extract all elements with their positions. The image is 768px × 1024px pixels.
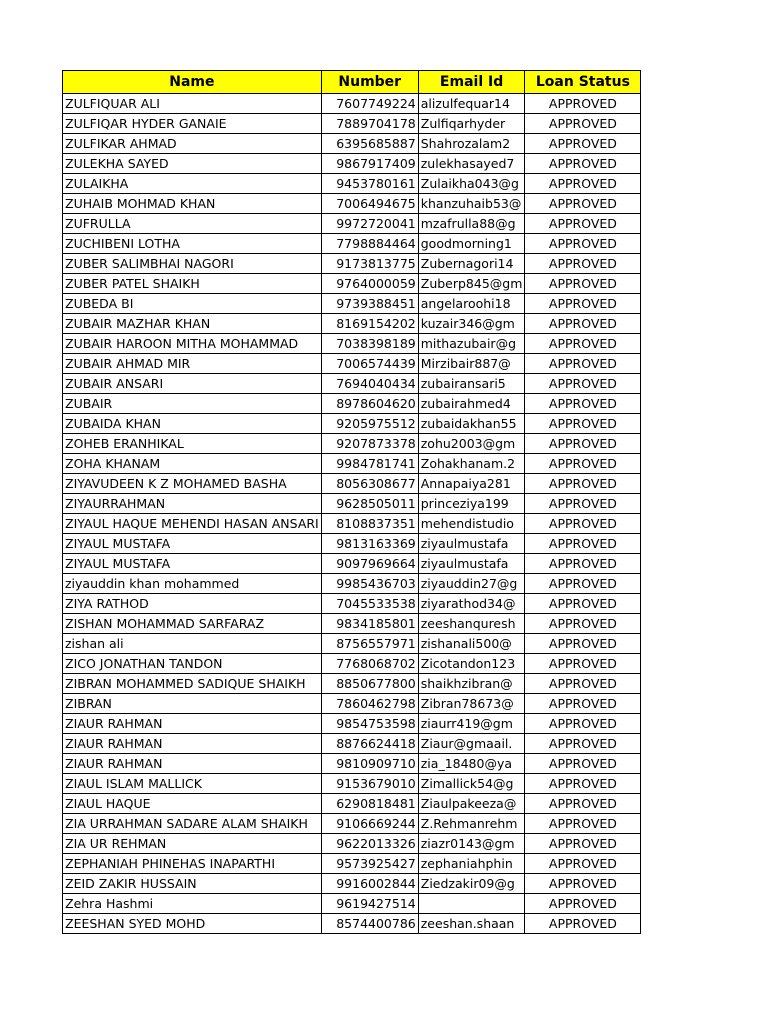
email-cell[interactable]: goodmorning1 bbox=[418, 234, 525, 254]
loan-status-cell[interactable]: APPROVED bbox=[525, 814, 641, 834]
table-row bbox=[63, 774, 641, 794]
email-cell[interactable]: zishanali500@ bbox=[418, 634, 525, 654]
table-row bbox=[63, 414, 641, 434]
name-cell[interactable]: ZIAUR RAHMAN bbox=[63, 714, 322, 734]
name-cell[interactable]: ZISHAN MOHAMMAD SARFARAZ bbox=[63, 614, 322, 634]
email-cell[interactable]: Zulaikha043@g bbox=[418, 174, 525, 194]
loan-status-cell[interactable]: APPROVED bbox=[525, 174, 641, 194]
loan-status-cell[interactable]: APPROVED bbox=[525, 394, 641, 414]
loan-status-cell[interactable]: APPROVED bbox=[525, 334, 641, 354]
number-cell[interactable]: 7607749224 bbox=[321, 94, 418, 114]
table-row bbox=[63, 434, 641, 454]
name-cell[interactable]: ZOHEB ERANHIKAL bbox=[63, 434, 322, 454]
number-cell[interactable]: 9173813775 bbox=[321, 254, 418, 274]
loan-status-cell[interactable]: APPROVED bbox=[525, 634, 641, 654]
name-cell[interactable]: ZUBAIDA KHAN bbox=[63, 414, 322, 434]
number-cell[interactable]: 9628505011 bbox=[321, 494, 418, 514]
loan-status-cell[interactable]: APPROVED bbox=[525, 374, 641, 394]
email-cell[interactable]: alizulfequar14 bbox=[418, 94, 525, 114]
table-row bbox=[63, 94, 641, 114]
number-cell[interactable]: 9106669244 bbox=[321, 814, 418, 834]
table-row bbox=[63, 614, 641, 634]
email-cell[interactable]: zubairansari5 bbox=[418, 374, 525, 394]
column-header-number[interactable]: Number bbox=[321, 71, 418, 94]
table-row bbox=[63, 714, 641, 734]
column-header-loan-status[interactable]: Loan Status bbox=[525, 71, 641, 94]
number-cell[interactable]: 7038398189 bbox=[321, 334, 418, 354]
email-cell[interactable]: Zimallick54@g bbox=[418, 774, 525, 794]
loan-status-cell[interactable]: APPROVED bbox=[525, 354, 641, 374]
email-cell[interactable]: Shahrozalam2 bbox=[418, 134, 525, 154]
number-cell[interactable]: 7006494675 bbox=[321, 194, 418, 214]
name-cell[interactable]: ZUCHIBENI LOTHA bbox=[63, 234, 322, 254]
loan-status-cell[interactable]: APPROVED bbox=[525, 854, 641, 874]
name-cell[interactable]: ZICO JONATHAN TANDON bbox=[63, 654, 322, 674]
loan-status-cell[interactable]: APPROVED bbox=[525, 134, 641, 154]
number-cell[interactable]: 9916002844 bbox=[321, 874, 418, 894]
email-cell[interactable]: ziyauddin27@g bbox=[418, 574, 525, 594]
email-cell[interactable]: zubairahmed4 bbox=[418, 394, 525, 414]
number-cell[interactable]: 6395685887 bbox=[321, 134, 418, 154]
number-cell[interactable]: 9813163369 bbox=[321, 534, 418, 554]
loan-status-cell[interactable]: APPROVED bbox=[525, 454, 641, 474]
number-cell[interactable]: 9153679010 bbox=[321, 774, 418, 794]
table-row bbox=[63, 214, 641, 234]
email-cell[interactable]: Zuberp845@gm bbox=[418, 274, 525, 294]
email-cell[interactable]: Zibran78673@ bbox=[418, 694, 525, 714]
name-cell[interactable]: ZIYAUL MUSTAFA bbox=[63, 554, 322, 574]
email-cell[interactable]: Ziaur@gmaail. bbox=[418, 734, 525, 754]
email-cell[interactable]: angelaroohi18 bbox=[418, 294, 525, 314]
email-cell[interactable]: kuzair346@gm bbox=[418, 314, 525, 334]
email-cell[interactable]: Ziedzakir09@g bbox=[418, 874, 525, 894]
loan-status-cell[interactable]: APPROVED bbox=[525, 594, 641, 614]
email-cell[interactable]: ziyaulmustafa bbox=[418, 534, 525, 554]
table-row bbox=[63, 674, 641, 694]
loan-status-cell[interactable]: APPROVED bbox=[525, 874, 641, 894]
loan-status-cell[interactable]: APPROVED bbox=[525, 894, 641, 914]
number-cell[interactable]: 8756557971 bbox=[321, 634, 418, 654]
loan-status-cell[interactable]: APPROVED bbox=[525, 714, 641, 734]
email-cell[interactable]: Z.Rehmanrehm bbox=[418, 814, 525, 834]
name-cell[interactable]: ZIYAURRAHMAN bbox=[63, 494, 322, 514]
name-cell[interactable]: ZULAIKHA bbox=[63, 174, 322, 194]
number-cell[interactable]: 9097969664 bbox=[321, 554, 418, 574]
loan-status-cell[interactable]: APPROVED bbox=[525, 314, 641, 334]
loan-status-cell[interactable]: APPROVED bbox=[525, 794, 641, 814]
number-cell[interactable]: 8056308677 bbox=[321, 474, 418, 494]
number-cell[interactable]: 7045533538 bbox=[321, 594, 418, 614]
email-cell[interactable]: zohu2003@gm bbox=[418, 434, 525, 454]
number-cell[interactable]: 8850677800 bbox=[321, 674, 418, 694]
email-cell[interactable]: ziyarathod34@ bbox=[418, 594, 525, 614]
header-row bbox=[63, 71, 641, 94]
table-row bbox=[63, 454, 641, 474]
loan-status-cell[interactable]: APPROVED bbox=[525, 154, 641, 174]
number-cell[interactable]: 8574400786 bbox=[321, 914, 418, 934]
email-cell[interactable]: mithazubair@g bbox=[418, 334, 525, 354]
table-row bbox=[63, 254, 641, 274]
loan-status-cell[interactable]: APPROVED bbox=[525, 774, 641, 794]
loan-status-cell[interactable]: APPROVED bbox=[525, 574, 641, 594]
table-row bbox=[63, 154, 641, 174]
number-cell[interactable]: 9205975512 bbox=[321, 414, 418, 434]
name-cell[interactable]: ZUBAIR AHMAD MIR bbox=[63, 354, 322, 374]
name-cell[interactable]: ZIA URRAHMAN SADARE ALAM SHAIKH bbox=[63, 814, 322, 834]
loan-status-cell[interactable]: APPROVED bbox=[525, 434, 641, 454]
table-row bbox=[63, 834, 641, 854]
table-row bbox=[63, 574, 641, 594]
email-cell[interactable]: Zulfiqarhyder bbox=[418, 114, 525, 134]
number-cell[interactable]: 9867917409 bbox=[321, 154, 418, 174]
name-cell[interactable]: ZIYA RATHOD bbox=[63, 594, 322, 614]
email-cell[interactable]: princeziya199 bbox=[418, 494, 525, 514]
number-cell[interactable]: 9207873378 bbox=[321, 434, 418, 454]
loan-status-cell[interactable]: APPROVED bbox=[525, 274, 641, 294]
loan-status-cell[interactable]: APPROVED bbox=[525, 614, 641, 634]
loan-status-cell[interactable]: APPROVED bbox=[525, 414, 641, 434]
loan-status-cell[interactable]: APPROVED bbox=[525, 654, 641, 674]
table-row bbox=[63, 894, 641, 914]
number-cell[interactable]: 9972720041 bbox=[321, 214, 418, 234]
email-cell[interactable]: Zohakhanam.2 bbox=[418, 454, 525, 474]
table-row bbox=[63, 234, 641, 254]
name-cell[interactable]: ZUFRULLA bbox=[63, 214, 322, 234]
table-row bbox=[63, 594, 641, 614]
email-cell[interactable]: mzafrulla88@g bbox=[418, 214, 525, 234]
name-cell[interactable]: ZIAUR RAHMAN bbox=[63, 734, 322, 754]
number-cell[interactable]: 9453780161 bbox=[321, 174, 418, 194]
number-cell[interactable]: 8876624418 bbox=[321, 734, 418, 754]
name-cell[interactable]: ZIYAUL MUSTAFA bbox=[63, 534, 322, 554]
email-cell[interactable]: Ziaulpakeeza@ bbox=[418, 794, 525, 814]
loan-status-cell[interactable]: APPROVED bbox=[525, 114, 641, 134]
table-row bbox=[63, 554, 641, 574]
email-cell[interactable]: Zubernagori14 bbox=[418, 254, 525, 274]
column-header-email[interactable]: Email Id bbox=[418, 71, 525, 94]
name-cell[interactable]: ZIAUR RAHMAN bbox=[63, 754, 322, 774]
name-cell[interactable]: ZIA UR REHMAN bbox=[63, 834, 322, 854]
table-header bbox=[63, 71, 641, 94]
email-cell[interactable]: zephaniahphin bbox=[418, 854, 525, 874]
loan-status-cell[interactable]: APPROVED bbox=[525, 514, 641, 534]
loan-status-cell[interactable]: APPROVED bbox=[525, 554, 641, 574]
name-cell[interactable]: ZUHAIB MOHMAD KHAN bbox=[63, 194, 322, 214]
email-cell[interactable]: mehendistudio bbox=[418, 514, 525, 534]
table-row bbox=[63, 394, 641, 414]
name-cell[interactable]: zishan ali bbox=[63, 634, 322, 654]
name-cell[interactable]: ZEID ZAKIR HUSSAIN bbox=[63, 874, 322, 894]
email-cell[interactable]: zeeshan.shaan bbox=[418, 914, 525, 934]
loan-status-cell[interactable]: APPROVED bbox=[525, 214, 641, 234]
number-cell[interactable]: 9985436703 bbox=[321, 574, 418, 594]
email-cell[interactable]: ziyaulmustafa bbox=[418, 554, 525, 574]
table-row bbox=[63, 114, 641, 134]
table-row bbox=[63, 634, 641, 654]
table-row bbox=[63, 474, 641, 494]
table-row bbox=[63, 354, 641, 374]
email-cell[interactable]: zia_18480@ya bbox=[418, 754, 525, 774]
number-cell[interactable]: 9810909710 bbox=[321, 754, 418, 774]
table-row bbox=[63, 194, 641, 214]
table-row bbox=[63, 514, 641, 534]
name-cell[interactable]: ZULFIQAR HYDER GANAIE bbox=[63, 114, 322, 134]
number-cell[interactable]: 7860462798 bbox=[321, 694, 418, 714]
number-cell[interactable]: 7694040434 bbox=[321, 374, 418, 394]
table-row bbox=[63, 534, 641, 554]
loan-status-cell[interactable]: APPROVED bbox=[525, 234, 641, 254]
number-cell[interactable]: 9619427514 bbox=[321, 894, 418, 914]
number-cell[interactable]: 8108837351 bbox=[321, 514, 418, 534]
email-cell[interactable]: Annapaiya281 bbox=[418, 474, 525, 494]
loan-status-cell[interactable]: APPROVED bbox=[525, 754, 641, 774]
column-header-name[interactable]: Name bbox=[63, 71, 322, 94]
email-cell[interactable]: zeeshanquresh bbox=[418, 614, 525, 634]
name-cell[interactable]: ZIYAVUDEEN K Z MOHAMED BASHA bbox=[63, 474, 322, 494]
email-cell[interactable]: shaikhzibran@ bbox=[418, 674, 525, 694]
number-cell[interactable]: 9764000059 bbox=[321, 274, 418, 294]
name-cell[interactable]: ZIBRAN MOHAMMED SADIQUE SHAIKH bbox=[63, 674, 322, 694]
loan-status-cell[interactable]: APPROVED bbox=[525, 694, 641, 714]
email-cell[interactable]: khanzuhaib53@ bbox=[418, 194, 525, 214]
number-cell[interactable]: 6290818481 bbox=[321, 794, 418, 814]
email-cell[interactable]: Zicotandon123 bbox=[418, 654, 525, 674]
name-cell[interactable]: ZUBAIR bbox=[63, 394, 322, 414]
number-cell[interactable]: 9739388451 bbox=[321, 294, 418, 314]
email-cell[interactable]: zubaidakhan55 bbox=[418, 414, 525, 434]
table-row bbox=[63, 854, 641, 874]
number-cell[interactable]: 7798884464 bbox=[321, 234, 418, 254]
name-cell[interactable]: ZUBAIR MAZHAR KHAN bbox=[63, 314, 322, 334]
name-cell[interactable]: Zehra Hashmi bbox=[63, 894, 322, 914]
table-row bbox=[63, 134, 641, 154]
loan-status-cell[interactable]: APPROVED bbox=[525, 834, 641, 854]
name-cell[interactable]: ZUBEDA BI bbox=[63, 294, 322, 314]
number-cell[interactable]: 7006574439 bbox=[321, 354, 418, 374]
loan-status-cell[interactable]: APPROVED bbox=[525, 674, 641, 694]
loan-status-cell[interactable]: APPROVED bbox=[525, 734, 641, 754]
name-cell[interactable]: ZULFIQUAR ALI bbox=[63, 94, 322, 114]
name-cell[interactable]: ZULEKHA SAYED bbox=[63, 154, 322, 174]
loan-status-cell[interactable]: APPROVED bbox=[525, 294, 641, 314]
table-row bbox=[63, 734, 641, 754]
table-row bbox=[63, 334, 641, 354]
number-cell[interactable]: 9573925427 bbox=[321, 854, 418, 874]
loan-status-cell[interactable]: APPROVED bbox=[525, 494, 641, 514]
name-cell[interactable]: ziyauddin khan mohammed bbox=[63, 574, 322, 594]
table-row bbox=[63, 874, 641, 894]
table-row bbox=[63, 654, 641, 674]
loan-status-table bbox=[62, 70, 641, 934]
number-cell[interactable]: 9834185801 bbox=[321, 614, 418, 634]
number-cell[interactable]: 7768068702 bbox=[321, 654, 418, 674]
loan-status-cell[interactable]: APPROVED bbox=[525, 254, 641, 274]
loan-status-cell[interactable]: APPROVED bbox=[525, 94, 641, 114]
table-row bbox=[63, 694, 641, 714]
table-row bbox=[63, 754, 641, 774]
table-row bbox=[63, 914, 641, 934]
table-row bbox=[63, 794, 641, 814]
name-cell[interactable]: ZEESHAN SYED MOHD bbox=[63, 914, 322, 934]
name-cell[interactable]: ZULFIKAR AHMAD bbox=[63, 134, 322, 154]
table-row bbox=[63, 814, 641, 834]
name-cell[interactable]: ZUBER PATEL SHAIKH bbox=[63, 274, 322, 294]
table-row bbox=[63, 274, 641, 294]
name-cell[interactable]: ZIAUL ISLAM MALLICK bbox=[63, 774, 322, 794]
name-cell[interactable]: ZUBER SALIMBHAI NAGORI bbox=[63, 254, 322, 274]
loan-status-cell[interactable]: APPROVED bbox=[525, 914, 641, 934]
table-row bbox=[63, 314, 641, 334]
email-cell[interactable] bbox=[418, 894, 525, 914]
table-body bbox=[63, 94, 641, 934]
name-cell[interactable]: ZIBRAN bbox=[63, 694, 322, 714]
table-row bbox=[63, 174, 641, 194]
name-cell[interactable]: ZIAUL HAQUE bbox=[63, 794, 322, 814]
email-cell[interactable]: zulekhasayed7 bbox=[418, 154, 525, 174]
table-row bbox=[63, 494, 641, 514]
name-cell[interactable]: ZUBAIR HAROON MITHA MOHAMMAD bbox=[63, 334, 322, 354]
loan-status-cell[interactable]: APPROVED bbox=[525, 474, 641, 494]
name-cell[interactable]: ZIYAUL HAQUE MEHENDI HASAN ANSARI bbox=[63, 514, 322, 534]
name-cell[interactable]: ZOHA KHANAM bbox=[63, 454, 322, 474]
email-cell[interactable]: ziaurr419@gm bbox=[418, 714, 525, 734]
loan-status-cell[interactable]: APPROVED bbox=[525, 534, 641, 554]
number-cell[interactable]: 8978604620 bbox=[321, 394, 418, 414]
table-row bbox=[63, 294, 641, 314]
name-cell[interactable]: ZUBAIR ANSARI bbox=[63, 374, 322, 394]
number-cell[interactable]: 9854753598 bbox=[321, 714, 418, 734]
number-cell[interactable]: 8169154202 bbox=[321, 314, 418, 334]
email-cell[interactable]: ziazr0143@gm bbox=[418, 834, 525, 854]
number-cell[interactable]: 9622013326 bbox=[321, 834, 418, 854]
table-row bbox=[63, 374, 641, 394]
number-cell[interactable]: 7889704178 bbox=[321, 114, 418, 134]
name-cell[interactable]: ZEPHANIAH PHINEHAS INAPARTHI bbox=[63, 854, 322, 874]
email-cell[interactable]: Mirzibair887@ bbox=[418, 354, 525, 374]
loan-status-cell[interactable]: APPROVED bbox=[525, 194, 641, 214]
number-cell[interactable]: 9984781741 bbox=[321, 454, 418, 474]
